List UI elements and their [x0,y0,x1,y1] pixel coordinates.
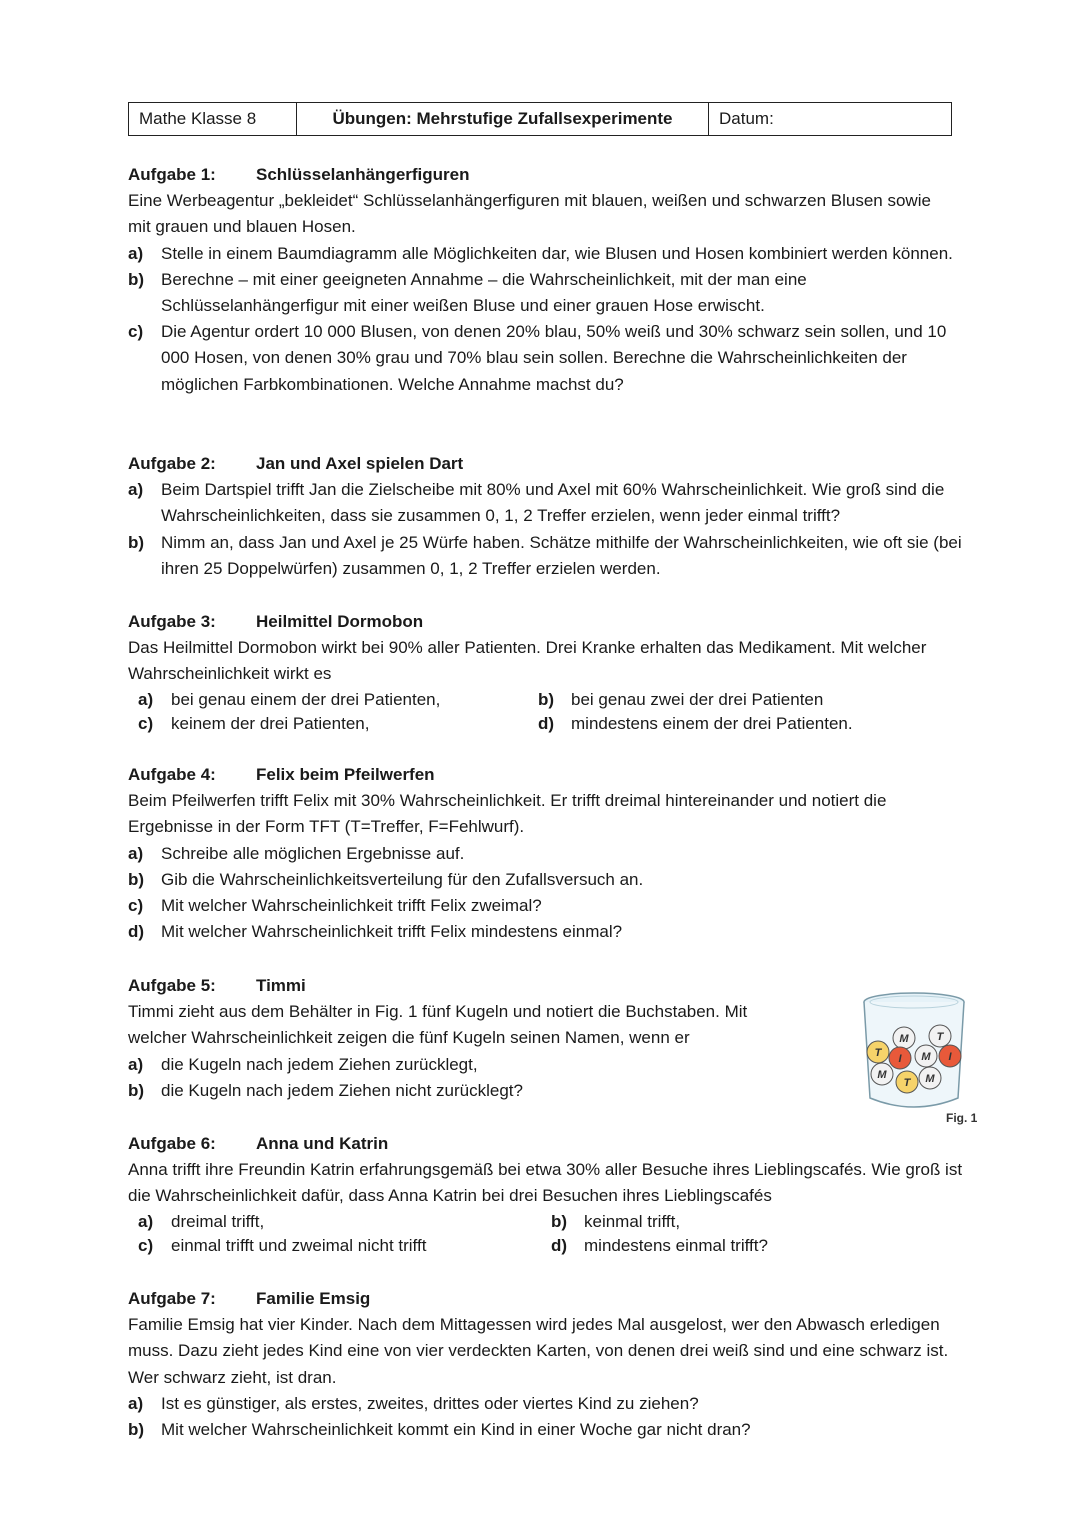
subtask [128,477,978,529]
task-heading [128,451,978,477]
task-number: Aufgabe 6: [128,1134,216,1153]
subtask-text: mindestens einmal trifft? [584,1235,768,1255]
subtask-text: Stelle in einem Baumdiagramm alle Möglichkeiten dar, wie Blusen und Hosen kombiniert werden können. [161,243,953,263]
subtask [128,530,978,582]
subtask [128,893,978,919]
task-intro: Familie Emsig hat vier Kinder. Nach dem Mittagessen wird jedes Mal ausgelost, wer den Abwasch erledigen muss. Dazu zieht jedes Kind eine von vier verdeckten Karten, von denen drei weiß sind und eine schwarz ist. Wer schwarz zieht, ist dran. [128,1315,949,1387]
subtask-label: a) [128,843,144,863]
task-heading [128,162,978,188]
task-heading [128,1286,978,1312]
subtask [128,241,978,267]
subtask [128,1234,551,1258]
worksheet-title: Übungen: Mehrstufige Zufallsexperimente [297,103,709,135]
task-intro: Timmi zieht aus dem Behälter in Fig. 1 fünf Kugeln und notiert die Buchstaben. Mit welcher Wahrscheinlichkeit zeigen die fünf Kugeln seinen Namen, wenn er [128,1002,748,1048]
task-intro: Anna trifft ihre Freundin Katrin erfahrungsgemäß bei etwa 30% aller Besuche ihres Lieblingscafés. Wie groß ist die Wahrscheinlichkeit dafür, dass Anna Katrin bei drei Besuchen ihres Lieblingscafés [128,1160,963,1206]
ball-letter: T [936,1031,944,1043]
subtask-row [128,688,978,712]
subtask [128,267,978,319]
ball-letter: M [921,1051,931,1063]
subtask-text: die Kugeln nach jedem Ziehen zurücklegt, [161,1054,478,1074]
subtask [128,867,978,893]
subtask-label: b) [128,532,145,552]
ball-letter: M [877,1069,887,1081]
subtask-row [128,712,978,736]
task-number: Aufgabe 2: [128,454,216,473]
ball-letter: M [899,1033,909,1045]
subtask-label: a) [138,1211,154,1231]
subtask-text: bei genau einem der drei Patienten, [171,689,441,709]
task-title: Heilmittel Dormobon [256,612,424,631]
subtask-text: Mit welcher Wahrscheinlichkeit kommt ein Kind in einer Woche gar nicht dran? [161,1420,751,1440]
ball-letter: I [898,1053,902,1065]
subtask-text: einmal trifft und zweimal nicht trifft [171,1235,427,1255]
task-heading [128,973,828,999]
subtask-label: c) [128,896,144,916]
ball-letter: M [925,1073,935,1085]
class-label: Mathe Klasse 8 [129,103,297,135]
task-number: Aufgabe 1: [128,165,216,184]
ball-letter: I [948,1051,952,1063]
task-number: Aufgabe 3: [128,612,216,631]
subtask [128,712,538,736]
subtask [538,688,823,712]
subtask-label: a) [128,480,144,500]
task-title: Jan und Axel spielen Dart [256,454,464,473]
task-title: Familie Emsig [256,1289,371,1308]
subtask [128,319,978,398]
ball-letter: T [874,1047,882,1059]
subtask-text: Beim Dartspiel trifft Jan die Zielscheibe mit 80% und Axel mit 60% Wahrscheinlichkeit. Wie groß sind die Wahrscheinlichkeiten, dass sie zusammen 0, 1, 2 Treffer erzielen, wenn jeder einmal trifft? [161,480,945,526]
subtask-text: keinem der drei Patienten, [171,713,370,733]
ball-letter: T [903,1077,911,1089]
subtask-text: Berechne – mit einer geeigneten Annahme – die Wahrscheinlichkeit, mit der man eine Schlüsselanhängerfigur mit einer weißen Bluse und einer grauen Hose erwischt. [161,269,807,316]
task-7 [128,1286,978,1443]
task-2 [128,451,978,582]
task-heading [128,609,978,635]
subtask [128,841,978,867]
date-label: Datum: [719,109,774,128]
subtask-label: d) [128,922,145,942]
task-1 [128,162,978,398]
subtask-text: Mit welcher Wahrscheinlichkeit trifft Felix mindestens einmal? [161,922,623,942]
subtask-label: b) [551,1211,568,1231]
subtask-label: b) [128,269,145,289]
task-number: Aufgabe 5: [128,976,216,995]
subtask-text: dreimal trifft, [171,1211,265,1231]
figure-caption: Fig. 1 [946,1111,978,1125]
task-5 [128,973,828,1104]
subtask [128,1391,978,1417]
subtask-text: Nimm an, dass Jan und Axel je 25 Würfe haben. Schätze mithilfe der Wahrscheinlichkeiten, wie oft sie (bei ihren 25 Doppelwürfen) zusammen 0, 1, 2 Treffer erzielen werden. [161,532,962,578]
subtask-label: a) [128,243,144,263]
subtask [128,1052,828,1078]
subtask-label: d) [551,1235,568,1255]
subtask-label: a) [128,1054,144,1074]
subtask-label: c) [138,713,154,733]
subtask-label: a) [128,1393,144,1413]
subtask-text: mindestens einem der drei Patienten. [571,713,853,733]
subtask-text: keinmal trifft, [584,1211,681,1231]
task-3 [128,609,978,736]
task-title: Anna und Katrin [256,1134,389,1153]
subtask [538,712,853,736]
task-number: Aufgabe 4: [128,765,216,784]
subtask-label: b) [538,689,555,709]
task-intro: Eine Werbeagentur „bekleidet“ Schlüsselanhängerfiguren mit blauen, weißen und schwarzen Blusen sowie mit grauen und blauen Hosen. [128,191,931,237]
subtask-text: Ist es günstiger, als erstes, zweites, drittes oder viertes Kind zu ziehen? [161,1393,699,1413]
subtask-label: c) [138,1235,154,1255]
subtask-text: bei genau zwei der drei Patienten [571,689,824,709]
task-title: Timmi [256,976,306,995]
subtask [128,919,978,945]
subtask-label: b) [128,1080,145,1100]
subtask-label: c) [128,322,144,342]
subtask-label: a) [138,689,154,709]
subtask-text: Schreibe alle möglichen Ergebnisse auf. [161,843,465,863]
subtask [551,1234,768,1258]
task-intro: Das Heilmittel Dormobon wirkt bei 90% aller Patienten. Drei Kranke erhalten das Medikament. Mit welcher Wahrscheinlichkeit wirkt es [128,638,927,684]
task-title: Schlüsselanhängerfiguren [256,165,470,184]
task-6 [128,1131,978,1258]
task-intro: Beim Pfeilwerfen trifft Felix mit 30% Wahrscheinlichkeit. Er trifft dreimal hintereinander und notiert die Ergebnisse in der Form TFT (T=Treffer, F=Fehlwurf). [128,791,887,837]
subtask-text: Mit welcher Wahrscheinlichkeit trifft Felix zweimal? [161,896,542,916]
subtask-row [128,1210,978,1234]
subtask [128,1417,978,1443]
subtask-text: Die Agentur ordert 10 000 Blusen, von denen 20% blau, 50% weiß und 30% schwarz sein sollen, und 10 000 Hosen, von denen 30% grau und 70% blau sein sollen. Berechne die Wahrscheinlichkeiten der möglichen Farbkombinationen. Welche Annahme machst du? [161,322,947,394]
subtask-label: d) [538,713,555,733]
subtask-label: b) [128,869,145,889]
subtask-row [128,1234,978,1258]
worksheet-header [128,102,952,136]
subtask-text: die Kugeln nach jedem Ziehen nicht zurücklegt? [161,1080,523,1100]
task-number: Aufgabe 7: [128,1289,216,1308]
task-heading [128,1131,978,1157]
subtask-text: Gib die Wahrscheinlichkeitsverteilung für den Zufallsversuch an. [161,869,644,889]
task-heading [128,762,978,788]
subtask [128,688,538,712]
subtask [128,1078,828,1104]
subtask [551,1210,680,1234]
ball-container-figure [862,990,972,1130]
subtask [128,1210,551,1234]
task-title: Felix beim Pfeilwerfen [256,765,435,784]
subtask-label: b) [128,1420,145,1440]
task-4 [128,762,978,945]
